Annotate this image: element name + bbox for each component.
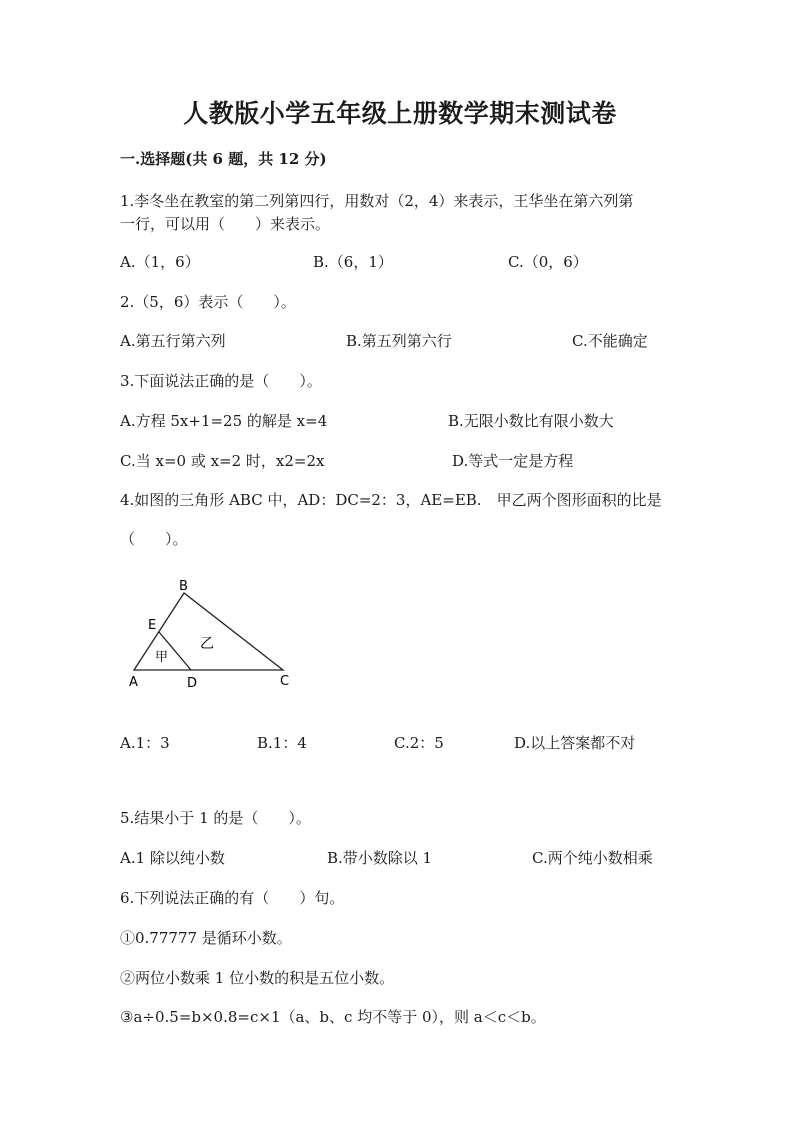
label-d: D <box>187 676 198 690</box>
q4-option-c: C.2：5 <box>394 734 444 752</box>
q1-stem-line1: 1.李冬坐在教室的第二列第四行，用数对（2，4）来表示，王华坐在第六列第 <box>120 192 634 210</box>
q2-stem: 2.（5，6）表示（ ）。 <box>120 293 296 311</box>
q5-option-c: C.两个纯小数相乘 <box>532 849 653 867</box>
q3-stem: 3.下面说法正确的是（ ）。 <box>120 372 322 390</box>
q4-option-a: A.1：3 <box>120 734 170 752</box>
q4-option-d: D.以上答案都不对 <box>514 734 636 752</box>
q2-option-b: B.第五列第六行 <box>346 332 452 350</box>
q6-stem: 6.下列说法正确的有（ ）句。 <box>120 889 345 907</box>
q1-option-c: C.（0，6） <box>508 253 588 271</box>
section-heading: 一.选择题(共 6 题，共 12 分) <box>120 150 327 168</box>
q3-option-c: C.当 x=0 或 x=2 时，x2=2x <box>120 452 325 470</box>
q1-stem-line2: 一行，可以用（ ）来表示。 <box>120 215 331 233</box>
triangle-figure <box>126 575 306 690</box>
q1-option-b: B.（6，1） <box>313 253 393 271</box>
label-c: C <box>280 674 290 689</box>
label-yi: 乙 <box>200 636 214 652</box>
label-jia: 甲 <box>155 650 169 665</box>
label-e: E <box>148 618 157 633</box>
q4-option-b: B.1：4 <box>257 734 307 752</box>
q6-statement-1: ①0.77777 是循环小数。 <box>120 929 292 947</box>
q2-option-c: C.不能确定 <box>572 332 648 350</box>
q4-stem-line2: （ ）。 <box>120 530 188 548</box>
q3-option-d: D.等式一定是方程 <box>452 452 574 470</box>
label-b: B <box>179 579 188 594</box>
q5-stem: 5.结果小于 1 的是（ ）。 <box>120 809 311 827</box>
q4-stem-line1: 4.如图的三角形 ABC 中，AD：DC=2：3，AE=EB. 甲乙两个图形面积的比是 <box>120 491 662 509</box>
q6-statement-2: ②两位小数乘 1 位小数的积是五位小数。 <box>120 969 395 987</box>
page-title: 人教版小学五年级上册数学期末测试卷 <box>183 99 617 128</box>
q5-option-a: A.1 除以纯小数 <box>120 849 225 867</box>
q3-option-b: B.无限小数比有限小数大 <box>448 412 614 430</box>
q5-option-b: B.带小数除以 1 <box>327 849 433 867</box>
q2-option-a: A.第五行第六列 <box>120 332 226 350</box>
q1-option-a: A.（1，6） <box>120 253 200 271</box>
label-a: A <box>129 675 138 690</box>
q3-option-a: A.方程 5x+1=25 的解是 x=4 <box>120 412 328 430</box>
q6-statement-3: ③a÷0.5=b×0.8=c×1（a、b、c 均不等于 0），则 a＜c＜b。 <box>120 1008 546 1026</box>
